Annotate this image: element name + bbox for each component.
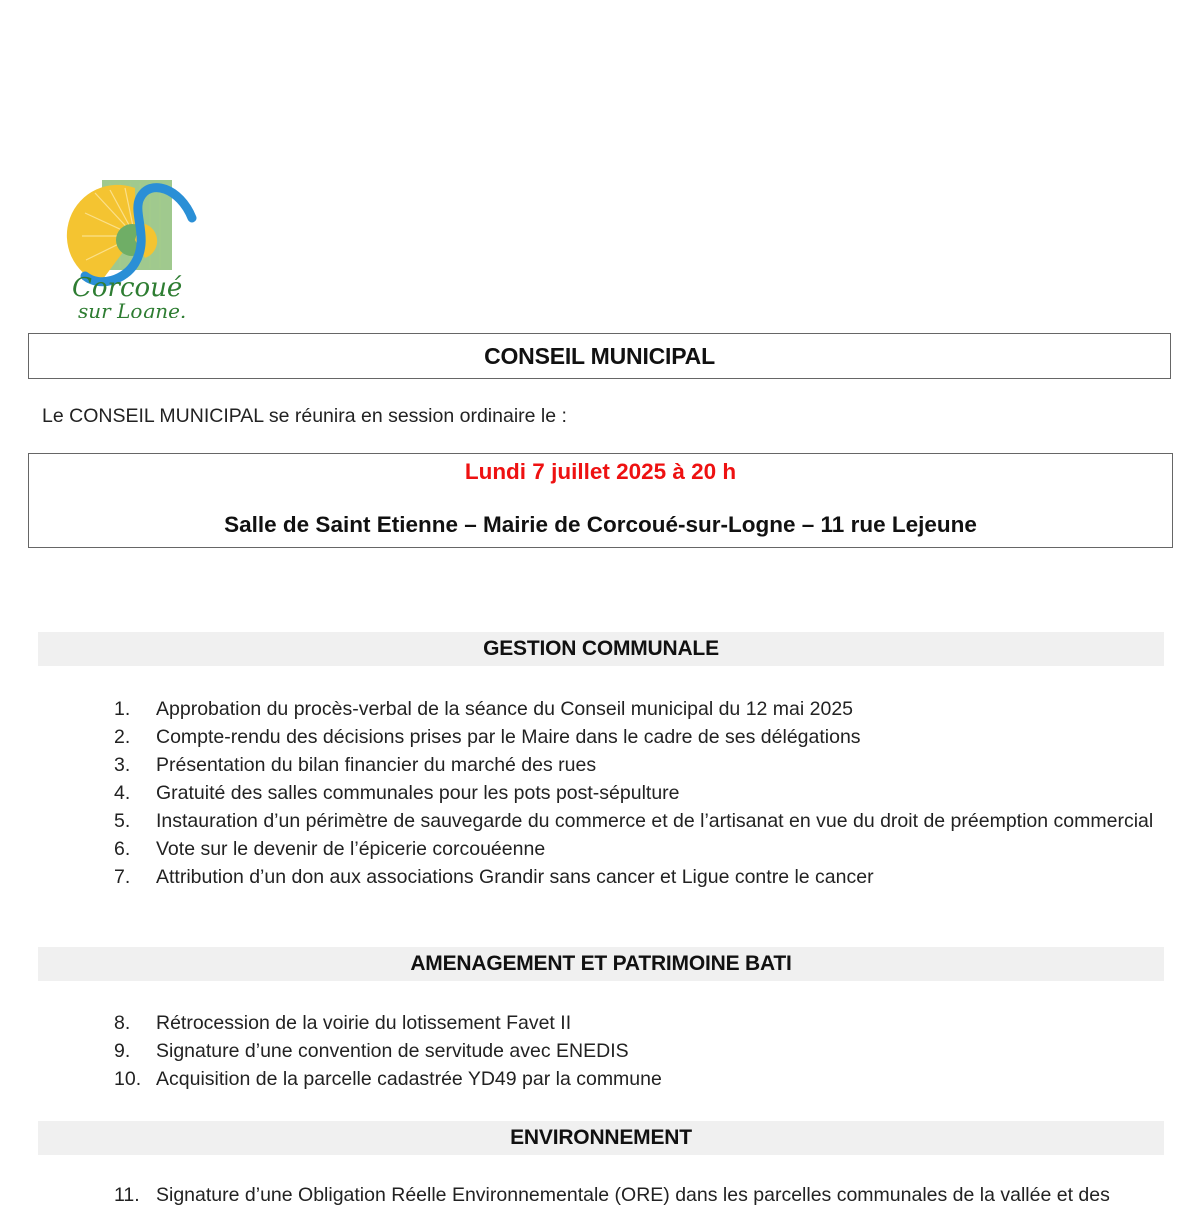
agenda-item [0,1181,1201,1209]
item-number: 7. [114,866,131,888]
section-header-gestion-communale [38,632,1164,666]
item-text: Vote sur le devenir de l’épicerie corcouéenne [156,838,546,860]
commune-logo [40,168,205,318]
item-number: 2. [114,726,131,748]
agenda-item [0,751,1201,779]
session-date: Lundi 7 juillet 2025 à 20 h [464,459,737,484]
logo-emblem-icon [40,168,205,318]
page-title: CONSEIL MUNICIPAL [484,342,715,369]
item-text: Signature d’une Obligation Réelle Environnementale (ORE) dans les parcelles communales de la vallée et des [156,1184,1110,1206]
agenda-item [0,807,1201,835]
agenda-item [0,863,1201,891]
item-text: Approbation du procès-verbal de la séance du Conseil municipal du 12 mai 2025 [156,698,854,720]
agenda-item [0,1065,1201,1093]
section-title: AMENAGEMENT ET PATRIMOINE BATI [410,952,792,975]
item-text: Attribution d’un don aux associations Grandir sans cancer et Ligue contre le cancer [156,866,874,888]
item-number: 1. [114,698,131,720]
intro-text: Le CONSEIL MUNICIPAL se réunira en session ordinaire le : [42,405,567,427]
item-number: 5. [114,810,131,832]
agenda-item [0,835,1201,863]
item-text: Acquisition de la parcelle cadastrée YD49 par la commune [156,1068,662,1090]
item-number: 6. [114,838,131,860]
title-box [28,333,1171,379]
agenda-list-amenagement [0,1009,1201,1093]
item-text: Signature d’une convention de servitude avec ENEDIS [156,1040,629,1062]
agenda-item [0,1037,1201,1065]
item-text: Gratuité des salles communales pour les pots post-sépulture [156,782,680,804]
item-number: 9. [114,1040,131,1062]
item-text: Instauration d’un périmètre de sauvegarde du commerce et de l’artisanat en vue du droit de préemption commercial [156,810,1154,832]
section-header-amenagement [38,947,1164,981]
agenda-list-gestion-communale [0,695,1201,891]
section-title: GESTION COMMUNALE [483,637,719,660]
item-number: 3. [114,754,131,776]
session-place: Salle de Saint Etienne – Mairie de Corcoué-sur-Logne – 11 rue Lejeune [224,512,977,537]
item-number: 8. [114,1012,131,1034]
item-text: Compte-rendu des décisions prises par le Maire dans le cadre de ses délégations [156,726,861,748]
section-header-environnement [38,1121,1164,1155]
item-number: 10. [114,1068,142,1090]
agenda-item [0,1009,1201,1037]
item-text: Rétrocession de la voirie du lotissement Favet II [156,1012,572,1034]
item-number: 11. [114,1184,140,1206]
svg-text:sur Logne.: sur Logne. [78,299,187,318]
item-text: Présentation du bilan financier du marché des rues [156,754,597,776]
session-box [28,453,1173,548]
agenda-list-environnement [0,1181,1201,1209]
item-number: 4. [114,782,131,804]
agenda-item [0,695,1201,723]
section-title: ENVIRONNEMENT [510,1126,692,1149]
agenda-item [0,779,1201,807]
agenda-item [0,723,1201,751]
svg-text:Corcoué: Corcoué [72,273,183,303]
